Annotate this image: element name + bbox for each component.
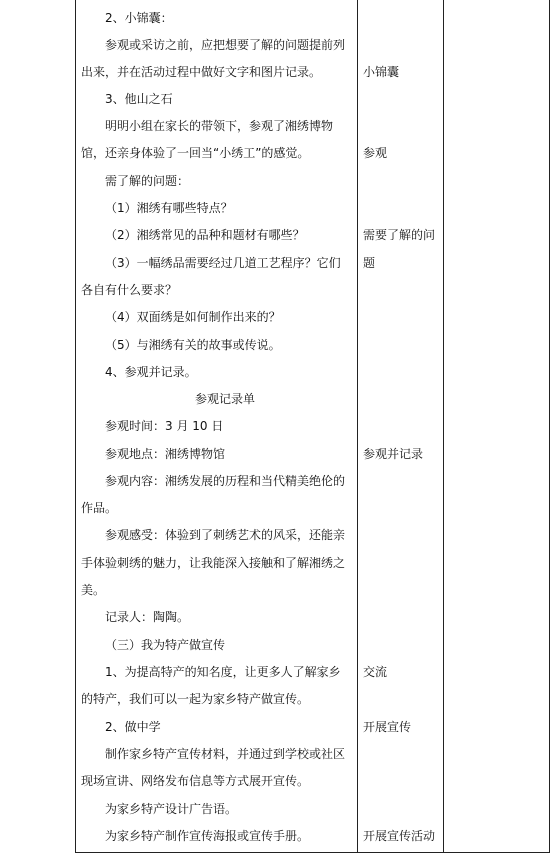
text-line: （4）双面绣是如何制作出来的？ [105, 310, 281, 324]
text-line: 馆，还亲身体验了一回当“小绣工”的感觉。 [81, 146, 310, 160]
note-item: 需要了解的问 [363, 228, 436, 242]
text-line: （2）湘绣常见的品种和题材有哪些？ [105, 228, 305, 242]
text-line: 2、做中学 [105, 720, 161, 734]
note-item: 参观 [363, 146, 388, 160]
text-line: 参观或采访之前，应把想要了解的问题提前列 [105, 38, 346, 52]
note-item: 小锦囊 [363, 65, 400, 79]
text-line: 参观地点：湘绣博物馆 [105, 447, 226, 461]
text-line: 参观时间：3 月 10 日 [105, 419, 224, 433]
table-border-bottom [75, 852, 550, 853]
note-item: 开展宣传 [363, 720, 412, 734]
text-line: 制作家乡特产宣传材料，并通过到学校或社区 [105, 747, 346, 761]
note-item: 交流 [363, 665, 388, 679]
text-line: （5）与湘绣有关的故事或传说。 [105, 338, 281, 352]
text-line: 为家乡特产制作宣传海报或宣传手册。 [105, 829, 310, 843]
note-item: 开展宣传活动 [363, 829, 436, 843]
text-line: 各自有什么要求？ [81, 283, 178, 297]
text-line: 明明小组在家长的带领下，参观了湘绣博物 [105, 119, 334, 133]
text-line: 参观感受：体验到了刺绣艺术的风采，还能亲 [105, 528, 346, 542]
text-line: 作品。 [81, 501, 118, 515]
text-line: 出来，并在活动过程中做好文字和图片记录。 [81, 65, 322, 79]
note-item: 参观并记录 [363, 447, 424, 461]
text-line: 需了解的问题： [105, 174, 190, 188]
table-border-left [75, 0, 76, 853]
text-line: 4、参观并记录。 [105, 365, 197, 379]
text-line: （1）湘绣有哪些特点？ [105, 201, 233, 215]
text-line: 1、为提高特产的知名度，让更多人了解家乡 [105, 665, 341, 679]
text-line: （3）一幅绣品需要经过几道工艺程序？它们 [105, 256, 341, 270]
text-line: 参观内容：湘绣发展的历程和当代精美绝伦的 [105, 474, 346, 488]
text-line: 手体验刺绣的魅力，让我能深入接触和了解湘绣之 [81, 556, 346, 570]
text-line: 的特产，我们可以一起为家乡特产做宣传。 [81, 692, 310, 706]
table-border-right [549, 0, 550, 853]
record-title: 参观记录单 [195, 392, 256, 406]
text-line: 美。 [81, 583, 106, 597]
note-item: 题 [363, 256, 376, 270]
table-border-col-2 [443, 0, 444, 853]
text-line: 为家乡特产设计广告语。 [105, 802, 238, 816]
text-line: 2、小锦囊： [105, 11, 173, 25]
section-heading: （三）我为特产做宣传 [105, 638, 226, 652]
text-line: 3、他山之石 [105, 92, 173, 106]
text-line: 记录人：陶陶。 [105, 610, 190, 624]
table-border-col-1 [357, 0, 358, 853]
text-line: 现场宣讲、网络发布信息等方式展开宣传。 [81, 774, 310, 788]
